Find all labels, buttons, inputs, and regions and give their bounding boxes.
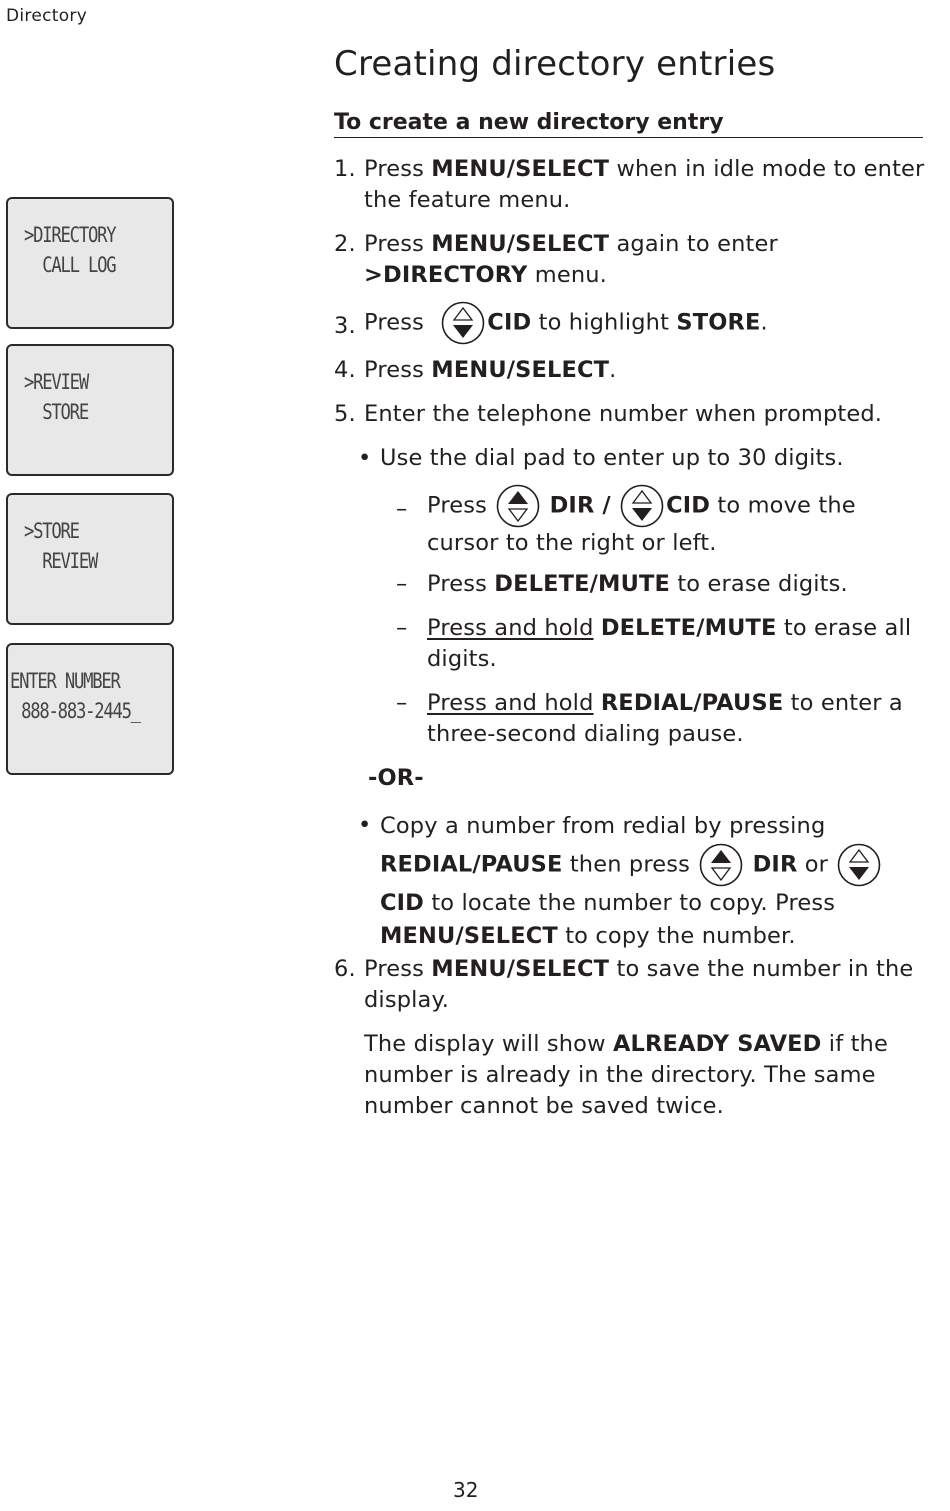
dash-3-text: Press and hold DELETE/MUTE to erase all digits. bbox=[427, 615, 912, 672]
lcd-line: CALL LOG bbox=[24, 253, 116, 277]
lcd-screen-store bbox=[6, 493, 174, 625]
lcd-line: ENTER NUMBER bbox=[10, 669, 120, 693]
lcd-screen-enter-number bbox=[6, 643, 174, 775]
dash-mark: – bbox=[396, 571, 408, 597]
lcd-line: >STORE bbox=[24, 519, 79, 543]
step-number: 4. bbox=[334, 357, 356, 383]
step-4-text: Press MENU/SELECT. bbox=[364, 357, 617, 383]
step-1-text: Press MENU/SELECT when in idle mode to enter the feature menu. bbox=[364, 156, 925, 213]
lcd-line: 888-883-2445_ bbox=[12, 699, 140, 723]
dash-mark: – bbox=[396, 496, 408, 522]
lcd-line: >DIRECTORY bbox=[24, 223, 116, 247]
nav-key-up-icon bbox=[699, 843, 743, 887]
step-3-text: Press CID to highlight STORE. bbox=[364, 301, 930, 345]
lcd-line: STORE bbox=[24, 400, 88, 424]
step-5-text: Enter the telephone number when prompted. bbox=[364, 401, 883, 427]
step-2-text: Press MENU/SELECT again to enter >DIRECTORY menu. bbox=[364, 231, 778, 288]
nav-key-down-icon bbox=[837, 843, 881, 887]
dash-mark: – bbox=[396, 690, 408, 716]
running-head: Directory bbox=[6, 6, 88, 26]
step-number: 6. bbox=[334, 956, 356, 982]
bullet-mark: • bbox=[358, 812, 372, 838]
bullet-2-text: Copy a number from redial by pressing REDIAL/PAUSE then press DIR or CID to locate the number to copy. Press MENU/SELECT to copy the number. bbox=[380, 810, 920, 953]
nav-key-up-icon bbox=[496, 484, 540, 528]
dash-1-text: Press DIR / CID to move the cursor to the right or left. bbox=[427, 484, 917, 559]
lcd-screen-directory bbox=[6, 197, 174, 329]
section-heading: To create a new directory entry bbox=[334, 110, 923, 138]
bullet-1-text: Use the dial pad to enter up to 30 digits. bbox=[380, 445, 844, 471]
nav-key-down-icon bbox=[620, 484, 664, 528]
dash-mark: – bbox=[396, 615, 408, 641]
lcd-screen-review bbox=[6, 344, 174, 476]
step-6-text: Press MENU/SELECT to save the number in the display. bbox=[364, 956, 914, 1013]
page-title: Creating directory entries bbox=[334, 44, 776, 84]
dash-4-text: Press and hold REDIAL/PAUSE to enter a three-second dialing pause. bbox=[427, 690, 903, 747]
dash-2-text: Press DELETE/MUTE to erase digits. bbox=[427, 571, 848, 597]
step-number: 2. bbox=[334, 231, 356, 257]
step-number: 3. bbox=[334, 313, 356, 339]
nav-key-down-icon bbox=[441, 301, 485, 345]
lcd-line: REVIEW bbox=[24, 549, 98, 573]
saved-note: The display will show ALREADY SAVED if the number is already in the directory. The same number cannot be saved twice. bbox=[364, 1031, 888, 1119]
step-number: 1. bbox=[334, 156, 356, 182]
or-separator: -OR- bbox=[368, 765, 424, 791]
bullet-mark: • bbox=[358, 445, 372, 471]
page-number: 32 bbox=[453, 1478, 479, 1502]
lcd-line: >REVIEW bbox=[24, 370, 88, 394]
step-number: 5. bbox=[334, 401, 356, 427]
